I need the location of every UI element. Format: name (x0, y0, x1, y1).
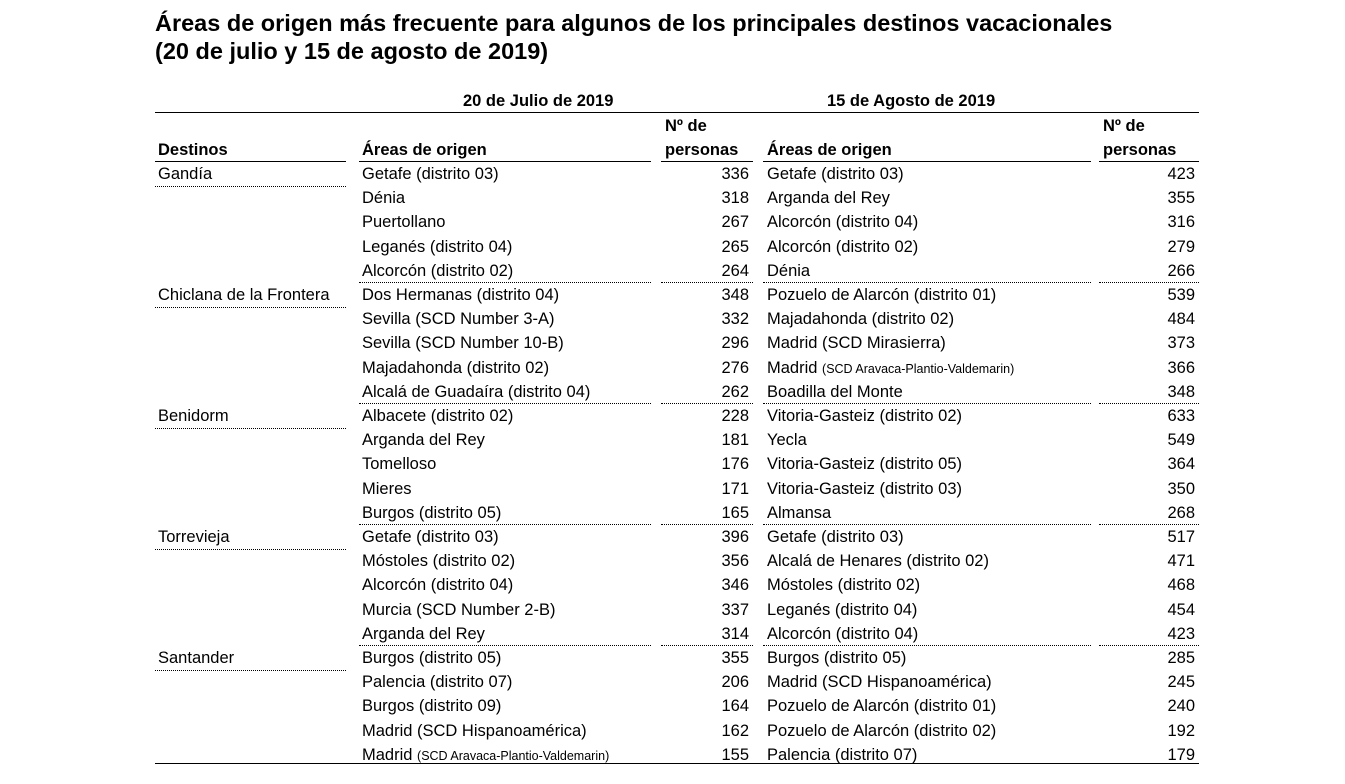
persons-july-text: 262 (721, 382, 749, 401)
persons-july-text: 155 (721, 745, 749, 764)
origin-area-july-text: Murcia (SCD Number 2-B) (362, 600, 556, 619)
origin-area-july (362, 186, 405, 210)
persons-august-text: 179 (1167, 745, 1195, 764)
persons-july (629, 356, 749, 380)
origin-area-august-text: Dénia (767, 261, 811, 280)
origin-area-august-text: Pozuelo de Alarcón (distrito 01) (767, 697, 997, 716)
origin-area-july-text: Madrid (362, 745, 413, 764)
title-line-1: Áreas de origen más frecuente para algunos de los principales destinos vacacionales (155, 10, 1113, 36)
persons-august-text: 348 (1167, 382, 1195, 401)
origin-area-july-text: Tomelloso (362, 455, 437, 474)
origin-area-august-text: Pozuelo de Alarcón (distrito 02) (767, 721, 997, 740)
persons-august (1075, 549, 1195, 573)
persons-july (629, 331, 749, 355)
header-destinos: Destinos (158, 141, 228, 159)
origin-area-july (362, 743, 609, 768)
origin-area-july (362, 380, 590, 404)
origin-area-july-text: Dos Hermanas (distrito 04) (362, 286, 560, 304)
origin-area-august (767, 283, 996, 307)
persons-july (629, 307, 749, 331)
destino-label: Gandía (158, 165, 213, 183)
persons-august-text: 279 (1167, 237, 1195, 256)
persons-july (629, 694, 749, 718)
persons-august-text: 266 (1167, 261, 1195, 280)
persons-august-text: 423 (1167, 624, 1195, 643)
period-header-august: 15 de Agosto de 2019 (827, 92, 996, 110)
persons-august (1075, 331, 1195, 355)
destino-underline (155, 549, 346, 550)
persons-july-text: 355 (721, 649, 749, 667)
origin-area-july (362, 283, 559, 307)
origin-area-august (767, 428, 807, 452)
persons-august-text: 633 (1167, 407, 1195, 425)
persons-july-text: 296 (721, 334, 749, 353)
origin-area-august-text: Pozuelo de Alarcón (distrito 01) (767, 286, 997, 304)
persons-august (1075, 598, 1195, 622)
destino-label: Chiclana de la Frontera (158, 286, 330, 304)
title-line-2: (20 de julio y 15 de agosto de 2019) (155, 38, 549, 64)
origin-area-august (767, 210, 918, 234)
origin-area-july (362, 356, 549, 380)
origin-area-july (362, 501, 501, 525)
persons-august-text: 423 (1167, 165, 1195, 183)
origin-area-july-text: Majadahonda (distrito 02) (362, 358, 550, 377)
origin-area-july-text: Mieres (362, 479, 412, 498)
origin-area-july (362, 549, 515, 573)
persons-august-text: 539 (1167, 286, 1195, 304)
origin-area-august (767, 356, 1014, 381)
destino-underline (155, 186, 346, 187)
origin-area-august-text: Alcalá de Henares (distrito 02) (767, 552, 989, 571)
origin-area-august-text: Alcorcón (distrito 04) (767, 624, 919, 643)
persons-august (1075, 428, 1195, 452)
origin-area-july (362, 404, 513, 428)
persons-july-text: 276 (721, 358, 749, 377)
persons-august-text: 454 (1167, 600, 1195, 619)
header-areas-august: Áreas de origen (767, 141, 892, 159)
origin-area-july (362, 670, 512, 694)
persons-august-text: 245 (1167, 673, 1195, 692)
destino-underline (155, 428, 346, 429)
origin-area-august-text: Boadilla del Monte (767, 382, 903, 401)
persons-august-text: 364 (1167, 455, 1195, 474)
destino-underline (155, 307, 346, 308)
persons-august-text: 373 (1167, 334, 1195, 353)
origin-area-july-text: Burgos (distrito 09) (362, 697, 502, 716)
origin-area-august (767, 186, 890, 210)
persons-july-text: 346 (721, 576, 749, 595)
origin-area-july (362, 210, 445, 234)
origin-area-august-text: Palencia (distrito 07) (767, 745, 918, 764)
origin-area-august-text: Getafe (distrito 03) (767, 165, 904, 183)
origin-area-july-text: Dénia (362, 189, 406, 208)
period-header-july: 20 de Julio de 2019 (463, 92, 614, 110)
origin-area-august-text: Arganda del Rey (767, 189, 890, 208)
table-top-rule (155, 112, 1199, 113)
origin-area-july (362, 477, 412, 501)
origin-area-august (767, 525, 904, 549)
origin-area-august (767, 646, 906, 670)
persons-august (1075, 356, 1195, 380)
persons-july (629, 670, 749, 694)
persons-july-text: 396 (721, 528, 749, 546)
origin-area-august (767, 501, 831, 525)
origin-area-july-text: Getafe (distrito 03) (362, 165, 499, 183)
origin-area-july (362, 331, 564, 355)
origin-area-august-text: Alcorcón (distrito 04) (767, 213, 919, 232)
header-areas-july: Áreas de origen (362, 141, 487, 159)
persons-august (1075, 404, 1195, 428)
persons-july (629, 573, 749, 597)
origin-area-august-text: Madrid (767, 358, 818, 377)
origin-area-august (767, 307, 954, 331)
persons-august (1075, 186, 1195, 210)
persons-july (629, 210, 749, 234)
persons-july (629, 646, 749, 670)
origin-area-july-text: Burgos (distrito 05) (362, 649, 502, 667)
origin-area-july-text: Sevilla (SCD Number 3-A) (362, 310, 555, 329)
origin-area-august (767, 404, 962, 428)
persons-august-text: 484 (1167, 310, 1195, 329)
origin-area-august (767, 380, 903, 404)
origin-area-july (362, 235, 512, 259)
origin-area-july (362, 259, 513, 283)
persons-july-text: 356 (721, 552, 749, 571)
persons-july-text: 164 (721, 697, 749, 716)
persons-august-text: 471 (1167, 552, 1195, 571)
persons-august (1075, 573, 1195, 597)
persons-august-text: 468 (1167, 576, 1195, 595)
origin-area-august-text: Alcorcón (distrito 02) (767, 237, 919, 256)
persons-july-text: 228 (721, 407, 749, 425)
persons-july (629, 162, 749, 186)
persons-july (629, 186, 749, 210)
persons-august (1075, 670, 1195, 694)
header-npersonas-august-line2: personas (1103, 141, 1177, 159)
origin-area-july (362, 694, 501, 718)
origin-area-august-detail: (SCD Aravaca-Plantio-Valdemarin) (822, 361, 1015, 376)
persons-july (629, 404, 749, 428)
destino-label: Benidorm (158, 407, 229, 425)
origin-area-august (767, 719, 996, 743)
origin-area-august-text: Vitoria-Gasteiz (distrito 02) (767, 407, 963, 425)
origin-area-july (362, 525, 499, 549)
origin-area-july-text: Alcorcón (distrito 04) (362, 576, 514, 595)
origin-area-july (362, 307, 555, 331)
origin-area-july (362, 646, 501, 670)
origin-area-august-text: Madrid (SCD Hispanoamérica) (767, 673, 992, 692)
table-bottom-rule (155, 763, 1199, 764)
persons-july-text: 265 (721, 237, 749, 256)
persons-july (629, 501, 749, 525)
origin-area-july (362, 452, 436, 476)
origin-area-july (362, 622, 485, 646)
origin-area-august (767, 452, 962, 476)
origin-area-august-text: Burgos (distrito 05) (767, 649, 907, 667)
persons-august (1075, 719, 1195, 743)
persons-july-text: 314 (721, 624, 749, 643)
persons-july-text: 337 (721, 600, 749, 619)
origin-area-august-text: Almansa (767, 503, 832, 522)
origin-area-august (767, 477, 962, 501)
persons-august-text: 285 (1167, 649, 1195, 667)
header-npersonas-july-line2: personas (665, 141, 739, 159)
persons-august (1075, 380, 1195, 404)
origin-area-august (767, 670, 992, 694)
persons-august (1075, 307, 1195, 331)
origin-area-august-text: Vitoria-Gasteiz (distrito 05) (767, 455, 963, 474)
persons-august (1075, 477, 1195, 501)
persons-august (1075, 283, 1195, 307)
persons-july-text: 318 (721, 189, 749, 208)
origin-area-july-text: Leganés (distrito 04) (362, 237, 513, 256)
origin-area-august-text: Vitoria-Gasteiz (distrito 03) (767, 479, 963, 498)
origin-area-july-text: Puertollano (362, 213, 446, 232)
persons-august (1075, 210, 1195, 234)
persons-july (629, 719, 749, 743)
persons-august-text: 517 (1167, 528, 1195, 546)
destino-label: Torrevieja (158, 528, 230, 546)
persons-august-text: 366 (1167, 358, 1195, 377)
persons-august (1075, 162, 1195, 186)
persons-july-text: 171 (721, 479, 749, 498)
header-npersonas-august-line1: Nº de (1103, 117, 1145, 135)
origin-area-august (767, 331, 946, 355)
persons-july (629, 525, 749, 549)
origin-area-august (767, 235, 918, 259)
persons-july (629, 235, 749, 259)
persons-july (629, 477, 749, 501)
persons-august (1075, 525, 1195, 549)
persons-july (629, 452, 749, 476)
origin-area-august (767, 259, 810, 283)
persons-august-text: 192 (1167, 721, 1195, 740)
persons-august-text: 350 (1167, 479, 1195, 498)
origin-area-july-text: Móstoles (distrito 02) (362, 552, 516, 571)
persons-july (629, 259, 749, 283)
persons-july (629, 598, 749, 622)
persons-july-text: 162 (721, 721, 749, 740)
persons-july (629, 283, 749, 307)
origin-area-july (362, 719, 587, 743)
persons-august (1075, 646, 1195, 670)
origin-area-august (767, 694, 996, 718)
persons-august (1075, 259, 1195, 283)
persons-july (629, 549, 749, 573)
origin-area-august (767, 573, 920, 597)
persons-july-text: 348 (721, 286, 749, 304)
origin-area-july (362, 428, 485, 452)
persons-august-text: 240 (1167, 697, 1195, 716)
persons-august-text: 268 (1167, 503, 1195, 522)
origin-area-july-text: Palencia (distrito 07) (362, 673, 513, 692)
origin-area-july-text: Alcalá de Guadaíra (distrito 04) (362, 382, 591, 401)
destino-label: Santander (158, 649, 235, 667)
origin-area-july (362, 598, 555, 622)
persons-august (1075, 501, 1195, 525)
origin-area-july-text: Arganda del Rey (362, 431, 485, 450)
origin-area-august (767, 598, 917, 622)
origin-area-july-text: Arganda del Rey (362, 624, 485, 643)
persons-july (629, 380, 749, 404)
persons-july (629, 428, 749, 452)
document-title (155, 9, 1255, 65)
header-npersonas-july-line1: Nº de (665, 117, 707, 135)
origin-area-august (767, 162, 904, 186)
origin-area-july-text: Madrid (SCD Hispanoamérica) (362, 721, 587, 740)
persons-july-text: 176 (721, 455, 749, 474)
persons-august (1075, 235, 1195, 259)
origin-area-august (767, 622, 918, 646)
origin-area-july (362, 162, 499, 186)
persons-august-text: 316 (1167, 213, 1195, 232)
persons-july-text: 332 (721, 310, 749, 329)
origin-area-august-text: Yecla (767, 431, 807, 450)
persons-august-text: 355 (1167, 189, 1195, 208)
persons-july-text: 181 (721, 431, 749, 450)
persons-august-text: 549 (1167, 431, 1195, 450)
origin-area-july-text: Albacete (distrito 02) (362, 407, 514, 425)
origin-area-august-text: Leganés (distrito 04) (767, 600, 918, 619)
origin-area-august-text: Getafe (distrito 03) (767, 528, 904, 546)
origin-area-august-text: Móstoles (distrito 02) (767, 576, 921, 595)
persons-july (629, 622, 749, 646)
persons-august (1075, 622, 1195, 646)
origin-area-july-text: Sevilla (SCD Number 10-B) (362, 334, 564, 353)
origin-area-august-text: Madrid (SCD Mirasierra) (767, 334, 946, 353)
origin-area-july (362, 573, 513, 597)
persons-august (1075, 452, 1195, 476)
origin-area-july-text: Alcorcón (distrito 02) (362, 261, 514, 280)
persons-august (1075, 694, 1195, 718)
persons-july-text: 264 (721, 261, 749, 280)
origin-area-august (767, 549, 989, 573)
origin-area-july-text: Burgos (distrito 05) (362, 503, 502, 522)
origin-area-august-text: Majadahonda (distrito 02) (767, 310, 955, 329)
persons-july-text: 267 (721, 213, 749, 232)
persons-july-text: 206 (721, 673, 749, 692)
destino-underline (155, 670, 346, 671)
origin-area-july-detail: (SCD Aravaca-Plantio-Valdemarin) (417, 748, 610, 763)
persons-july-text: 165 (721, 503, 749, 522)
persons-july-text: 336 (721, 165, 749, 183)
origin-area-july-text: Getafe (distrito 03) (362, 528, 499, 546)
